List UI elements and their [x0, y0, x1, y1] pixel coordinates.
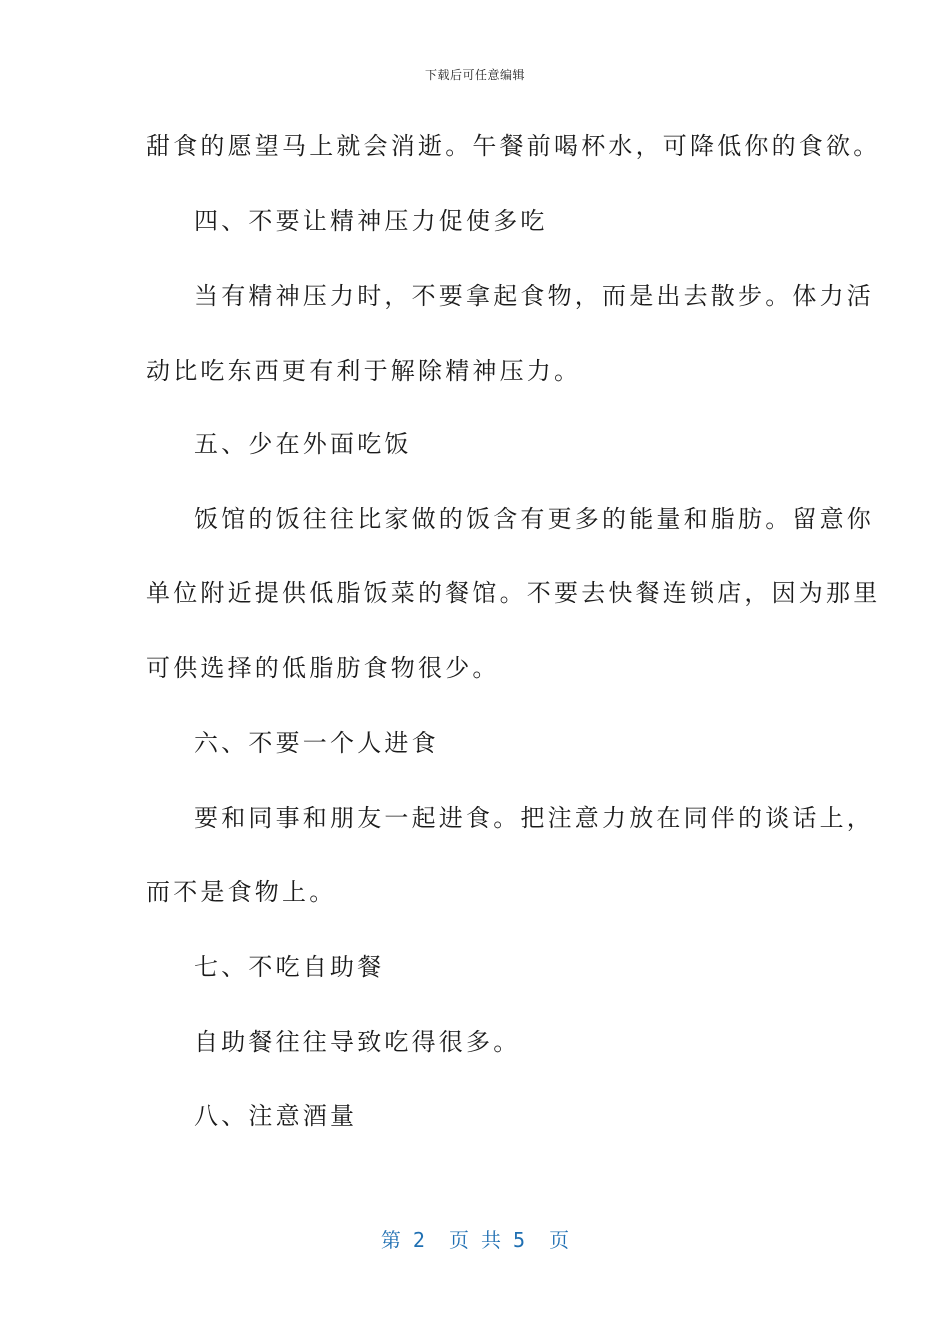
header-note: 下载后可任意编辑: [424, 68, 525, 82]
body-line: 自助餐往往导致吃得很多。: [194, 1028, 521, 1056]
section-heading: 六、不要一个人进食: [194, 729, 439, 757]
body-line: 饭馆的饭往往比家做的饭含有更多的能量和脂肪。留意你: [194, 505, 874, 533]
body-line: 当有精神压力时，不要拿起食物，而是出去散步。体力活: [194, 282, 874, 310]
body-line: 可供选择的低脂肪食物很少。: [146, 654, 500, 682]
section-heading: 五、少在外面吃饭: [194, 430, 412, 458]
body-line: 要和同事和朋友一起进食。把注意力放在同伴的谈话上，: [194, 804, 874, 832]
body-line: 甜食的愿望马上就会消逝。午餐前喝杯水，可降低你的食欲。: [146, 132, 881, 160]
section-heading: 四、不要让精神压力促使多吃: [194, 207, 548, 235]
body-line: 而不是食物上。: [146, 878, 337, 906]
body-line: 单位附近提供低脂饭菜的餐馆。不要去快餐连锁店，因为那里: [146, 579, 881, 607]
section-heading: 八、注意酒量: [194, 1102, 358, 1130]
section-heading: 七、不吃自助餐: [194, 953, 385, 981]
body-line: 动比吃东西更有利于解除精神压力。: [146, 357, 582, 385]
page-number: 第 2 页 共 5 页: [380, 1228, 570, 1252]
